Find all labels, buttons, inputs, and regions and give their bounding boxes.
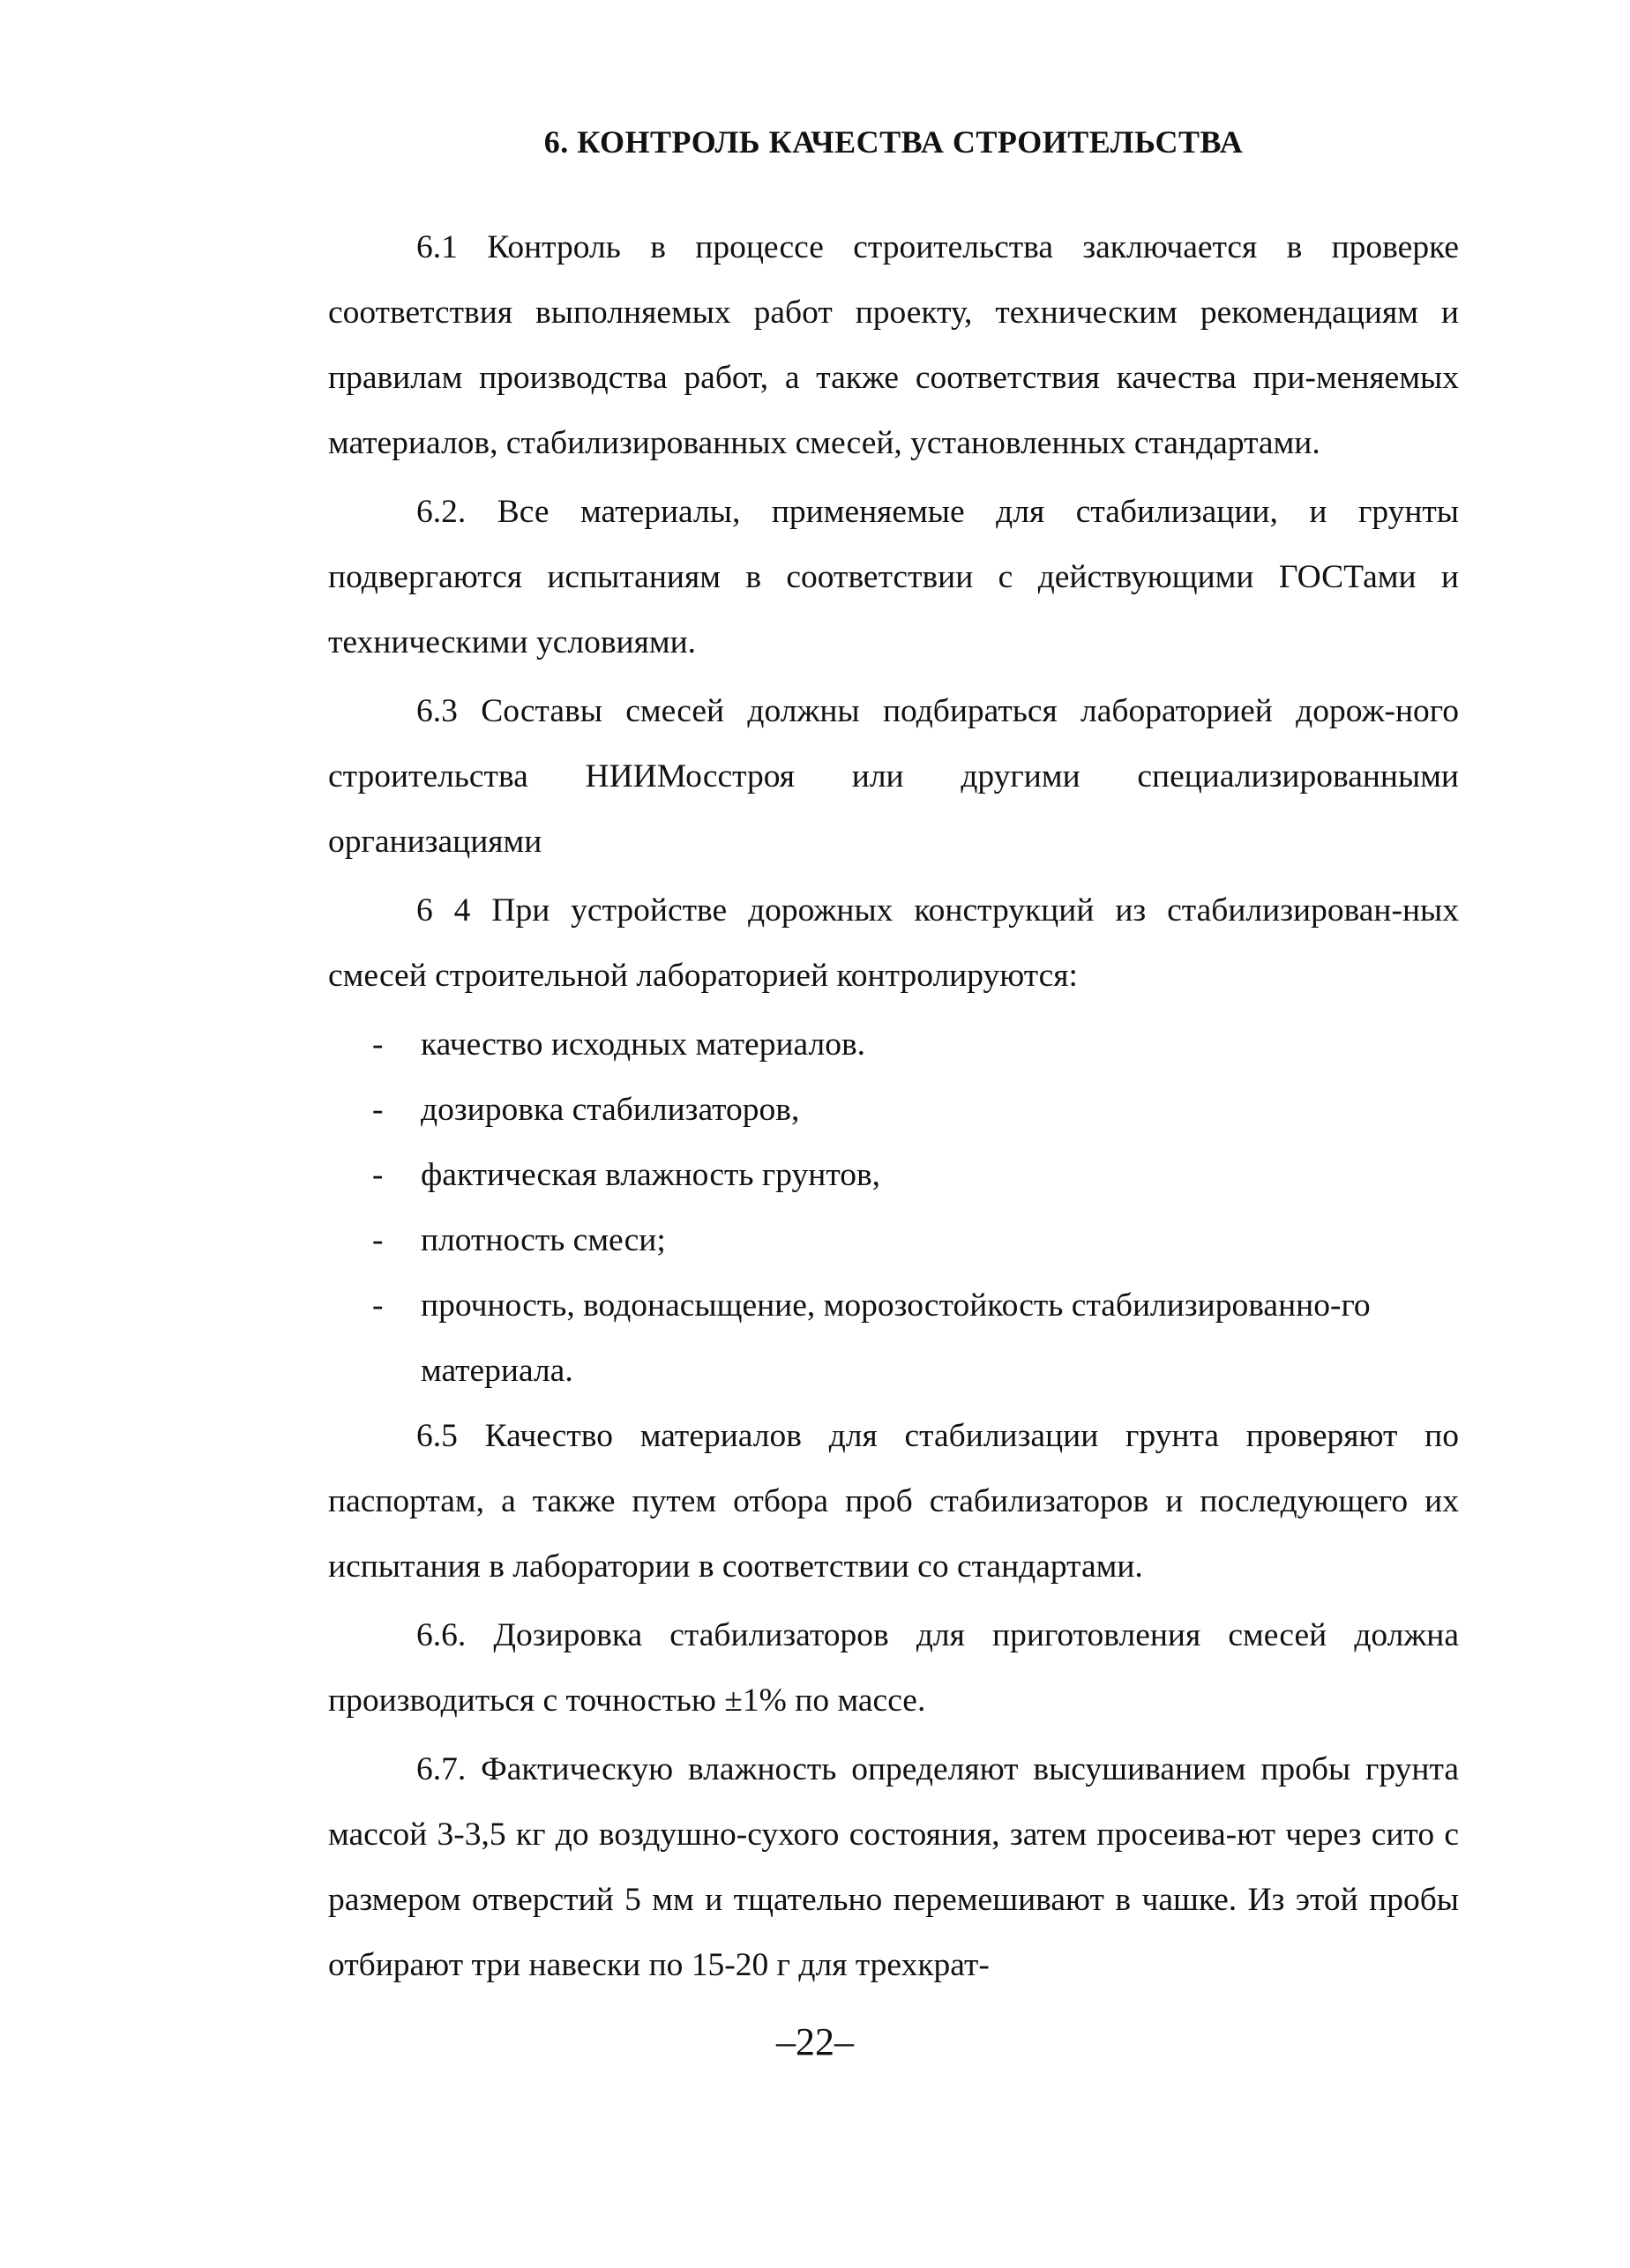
control-list <box>328 1012 1459 1404</box>
list-item-text: дозировка стабилизаторов, <box>421 1092 800 1128</box>
list-item <box>328 1143 1459 1208</box>
list-item-text: фактическая влажность грунтов, <box>421 1157 881 1193</box>
paragraph-6-7: 6.7. Фактическую влажность определяют высушиванием пробы грунта массой 3-3,5 кг до воздушно-сухого состояния, затем просеива-ют через сито с размером отверстий 5 мм и тщательно перемешивают в чашке. Из этой пробы отбирают три навески по 15-20 г для трехкрат- <box>328 1751 1459 1983</box>
paragraph-6-6: 6.6. Дозировка стабилизаторов для приготовления смесей должна производиться с точностью ±1% по массе. <box>328 1617 1459 1719</box>
paragraph-6-3: 6.3 Составы смесей должны подбираться лабораторией дорож-ного строительства НИИМосстроя или другими специализированными организациями <box>328 693 1459 860</box>
list-bullet: - <box>372 1092 384 1128</box>
list-item <box>328 1208 1459 1273</box>
section-title: 6. КОНТРОЛЬ КАЧЕСТВА СТРОИТЕЛЬСТВА <box>543 124 1244 160</box>
list-item-text: качество исходных материалов. <box>421 1026 866 1063</box>
page-number: –22– <box>776 2020 854 2063</box>
list-item <box>328 1012 1459 1078</box>
list-bullet: - <box>372 1157 384 1193</box>
list-item <box>328 1273 1459 1404</box>
list-item-text: плотность смеси; <box>421 1222 666 1258</box>
document-page <box>328 123 1459 2002</box>
paragraph-6-2: 6.2. Все материалы, применяемые для стабилизации, и грунты подвергаются испытаниям в соответствии с действующими ГОСТами и техническими условиями. <box>328 494 1459 660</box>
paragraph-6-1: 6.1 Контроль в процессе строительства заключается в проверке соответствия выполняемых работ проекту, техническим рекомендациям и правилам производства работ, а также соответствия качества при-меняемых материалов, стабилизированных смесей, установленных стандартами. <box>328 229 1459 461</box>
paragraph-6-5: 6.5 Качество материалов для стабилизации грунта проверяют по паспортам, а также путем отбора проб стабилизаторов и последующего их испытания в лаборатории в соответствии со стандартами. <box>328 1418 1459 1585</box>
list-item-text: прочность, водонасыщение, морозостойкость стабилизированно-го материала. <box>421 1287 1371 1389</box>
list-bullet: - <box>372 1026 384 1063</box>
list-item <box>328 1078 1459 1143</box>
list-bullet: - <box>372 1222 384 1258</box>
paragraph-6-4: 6 4 При устройстве дорожных конструкций из стабилизирован-ных смесей строительной лабораторией контролируются: <box>328 892 1459 994</box>
list-bullet: - <box>372 1287 384 1324</box>
